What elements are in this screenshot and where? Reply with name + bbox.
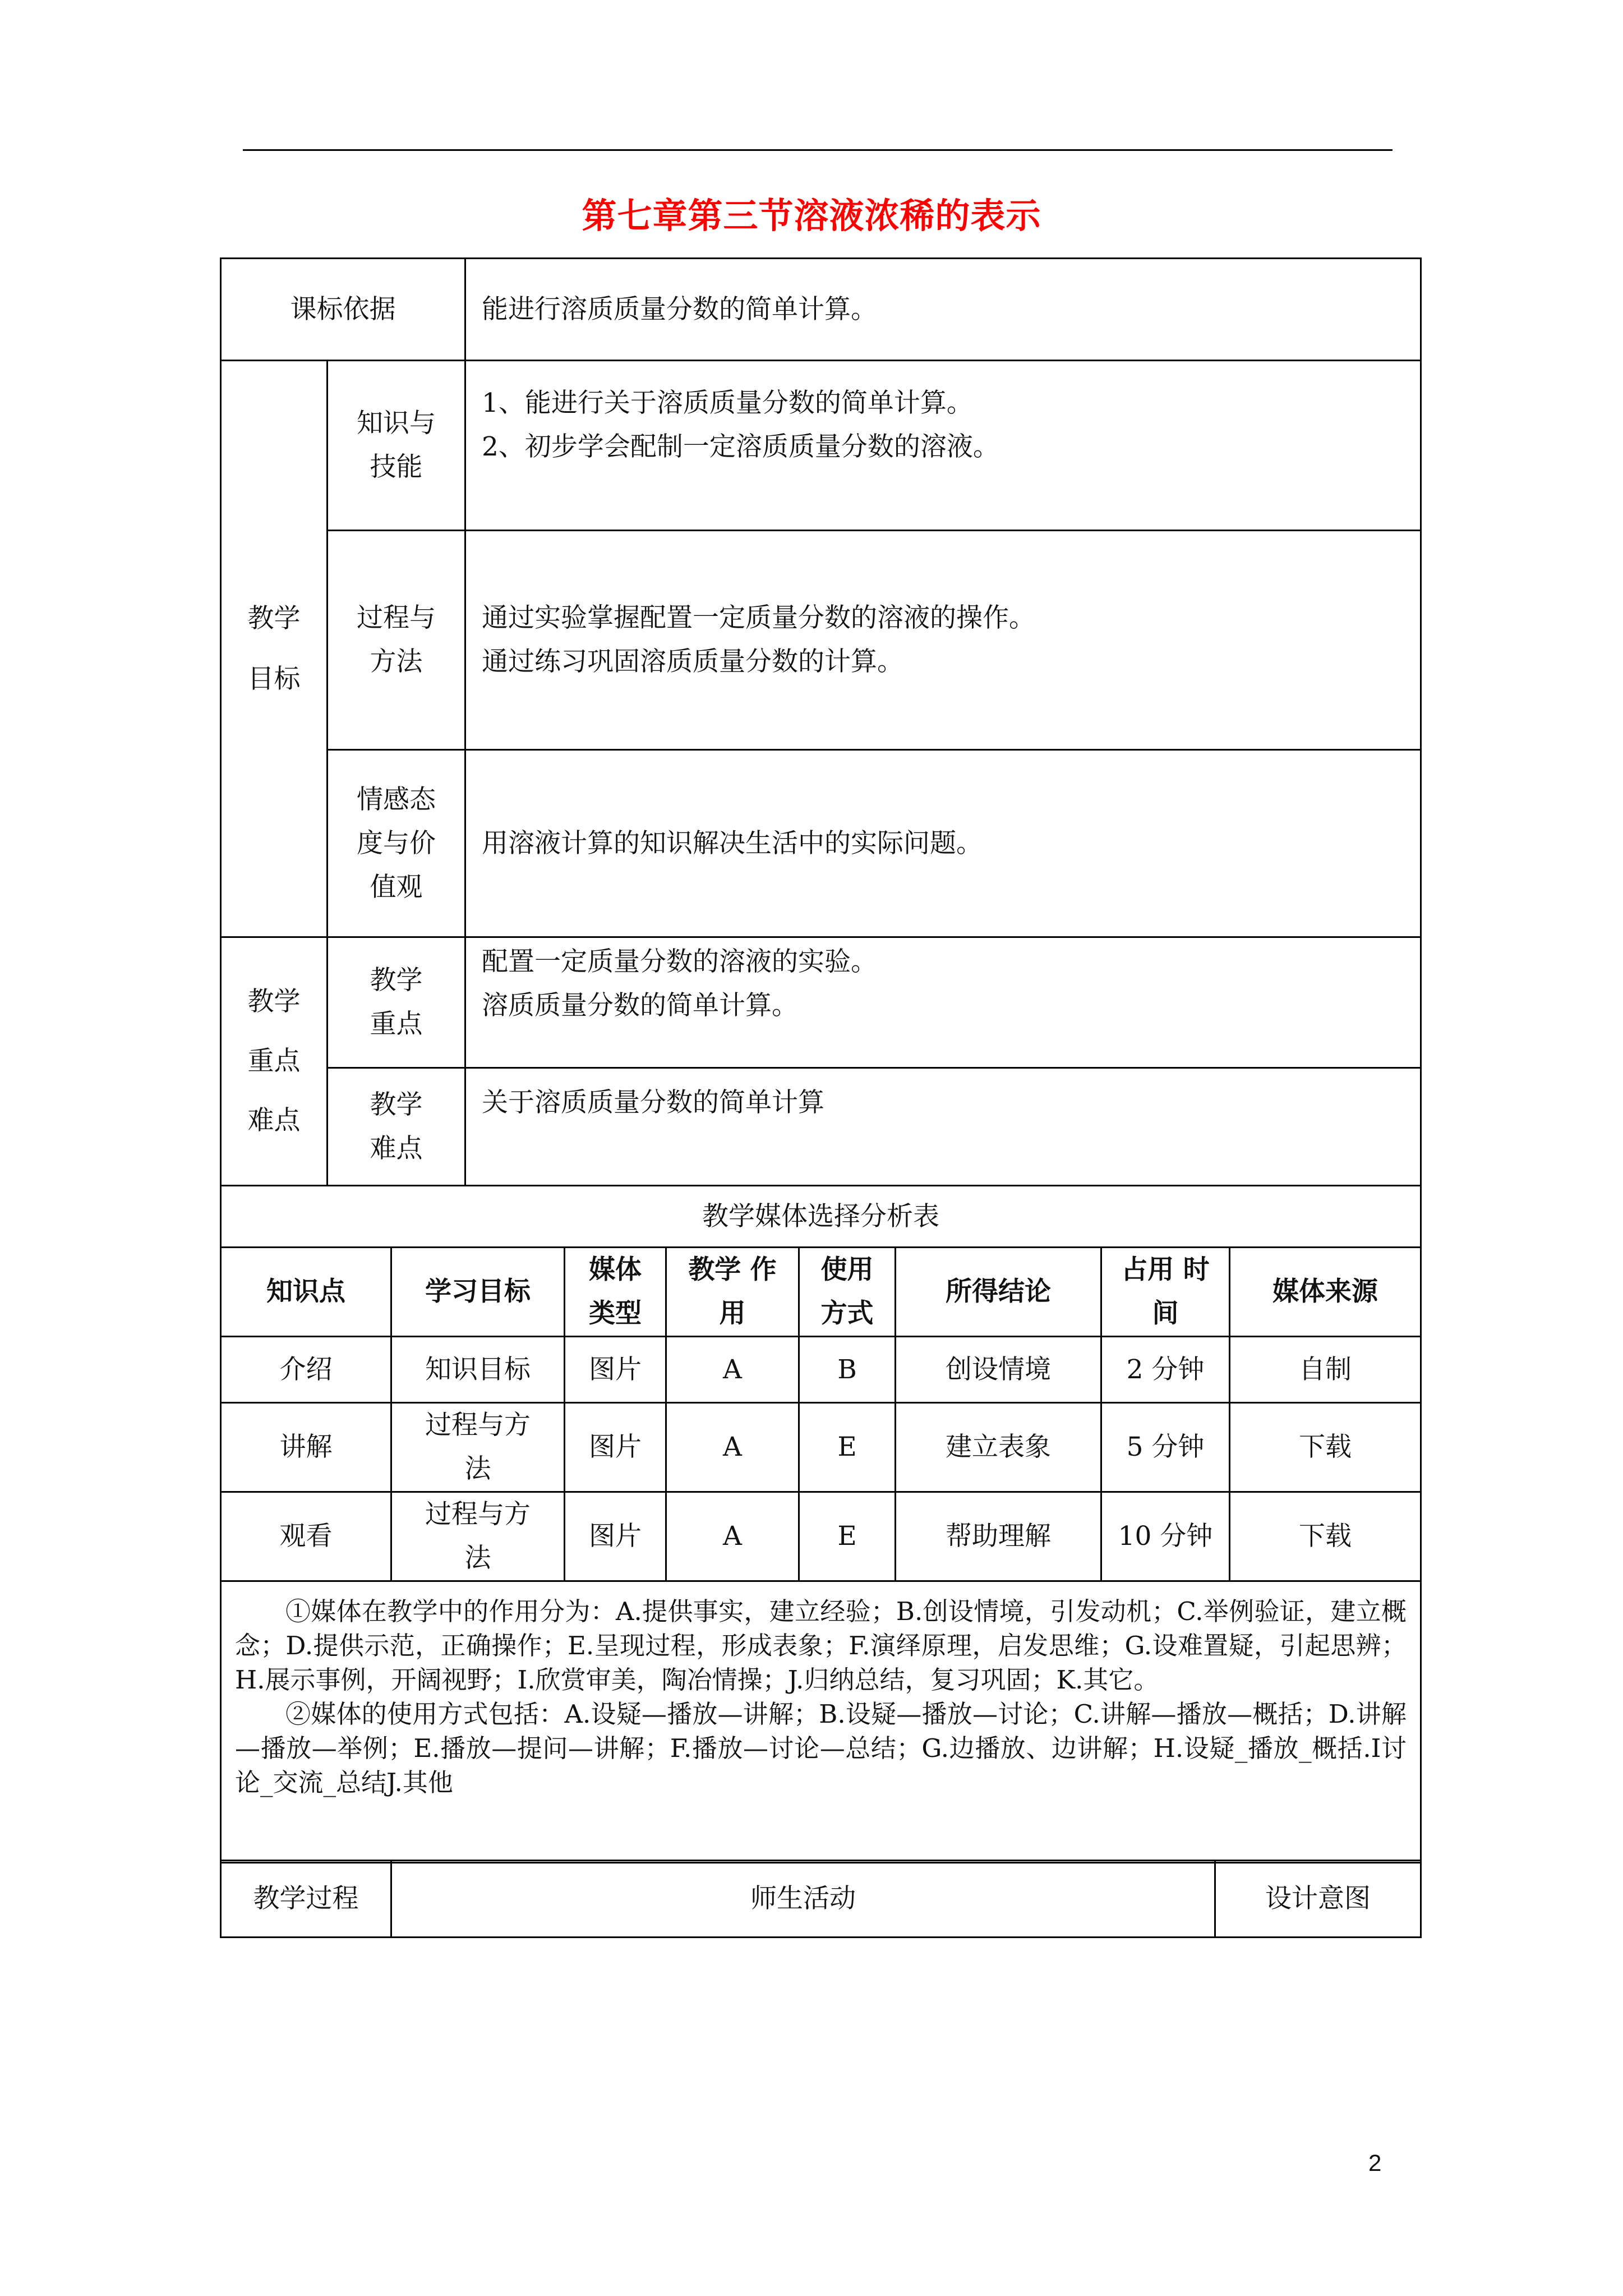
process-header-row [221, 1861, 1421, 1938]
objectives-label: 教学 目标 [221, 361, 328, 937]
header-usage-method: 使用 方式 [799, 1248, 896, 1337]
media-source: 下载 [1230, 1492, 1421, 1581]
media-type: 图片 [565, 1403, 666, 1492]
process-col-stage: 教学过程 [221, 1861, 391, 1938]
media-time: 2 分钟 [1101, 1337, 1230, 1403]
header-learning-goal: 学习目标 [391, 1248, 565, 1337]
media-conclusion: 帮助理解 [896, 1492, 1101, 1581]
header-teaching-role: 教学 作 用 [666, 1248, 799, 1337]
header-conclusion: 所得结论 [896, 1248, 1101, 1337]
process-col-intent: 设计意图 [1215, 1861, 1421, 1938]
media-type: 图片 [565, 1337, 666, 1403]
keypoints-label: 教学 重点 难点 [221, 937, 328, 1186]
media-method: E [799, 1492, 896, 1581]
keypoint-label-focus: 教学 重点 [328, 937, 465, 1068]
media-goal: 知识目标 [391, 1337, 565, 1403]
objective-label-emotion: 情感态 度与价 值观 [328, 750, 465, 937]
media-row [221, 1337, 1421, 1403]
objective-text-process: 通过实验掌握配置一定质量分数的溶液的操作。 通过练习巩固溶质质量分数的计算。 [465, 531, 1421, 750]
basis-row [221, 259, 1421, 361]
header-time: 占用 时 间 [1101, 1248, 1230, 1337]
objective-text-emotion: 用溶液计算的知识解决生活中的实际问题。 [465, 750, 1421, 937]
media-type: 图片 [565, 1492, 666, 1581]
media-row [221, 1403, 1421, 1492]
media-time: 10 分钟 [1101, 1492, 1230, 1581]
header-media-type: 媒体 类型 [565, 1248, 666, 1337]
keypoint-text-difficulty: 关于溶质质量分数的简单计算 [465, 1068, 1421, 1186]
process-table [220, 1860, 1422, 1938]
page-number: 2 [1368, 2150, 1382, 2176]
objectives-table [220, 257, 1422, 1186]
header-rule [243, 149, 1393, 151]
media-role: A [666, 1403, 799, 1492]
objective-label-process: 过程与 方法 [328, 531, 465, 750]
media-goal: 过程与方 法 [391, 1492, 565, 1581]
media-source: 下载 [1230, 1403, 1421, 1492]
media-method: B [799, 1337, 896, 1403]
objective-row-knowledge [221, 361, 1421, 531]
process-col-activity: 师生活动 [391, 1861, 1215, 1938]
media-point: 介绍 [221, 1337, 391, 1403]
media-conclusion: 建立表象 [896, 1403, 1101, 1492]
keypoint-row-focus [221, 937, 1421, 1068]
keypoint-text-focus: 配置一定质量分数的溶液的实验。 溶质质量分数的简单计算。 [465, 937, 1421, 1068]
media-time: 5 分钟 [1101, 1403, 1230, 1492]
objective-row-process [221, 531, 1421, 750]
media-header-row [221, 1248, 1421, 1337]
keypoint-row-difficulty [221, 1068, 1421, 1186]
basis-value: 能进行溶质质量分数的简单计算。 [465, 259, 1421, 361]
header-knowledge-point: 知识点 [221, 1248, 391, 1337]
header-source: 媒体来源 [1230, 1248, 1421, 1337]
media-notes [221, 1581, 1421, 1863]
keypoint-label-difficulty: 教学 难点 [328, 1068, 465, 1186]
objective-text-knowledge: 1、能进行关于溶质质量分数的简单计算。 2、初步学会配制一定溶质质量分数的溶液。 [465, 361, 1421, 531]
media-note-roles: ①媒体在教学中的作用分为：A.提供事实，建立经验；B.创设情境，引发动机；C.举例验证，建立概念；D.提供示范，正确操作；E.呈现过程，形成表象；F.演绎原理，启发思维；G.设难置疑，引起思辨；H.展示事例，开阔视野；I.欣赏审美，陶冶情操；J.归纳总结，复习巩固；K.其它。 [235, 1596, 1407, 1695]
media-point: 观看 [221, 1492, 391, 1581]
media-note-methods: ②媒体的使用方式包括：A.设疑—播放—讲解；B.设疑—播放—讨论；C.讲解—播放—概括；D.讲解—播放—举例；E.播放—提问—讲解；F.播放—讨论—总结；G.边播放、边讲解；H.设疑_播放_概括.I讨论_交流_总结J.其他 [235, 1699, 1407, 1797]
media-role: A [666, 1492, 799, 1581]
objective-label-knowledge: 知识与 技能 [328, 361, 465, 531]
media-notes-row [221, 1581, 1421, 1863]
media-method: E [799, 1403, 896, 1492]
media-caption-row [221, 1186, 1421, 1248]
media-row [221, 1492, 1421, 1581]
objective-row-emotion [221, 750, 1421, 937]
document-title: 第七章第三节溶液浓稀的表示 [582, 195, 1041, 236]
media-goal: 过程与方 法 [391, 1403, 565, 1492]
media-source: 自制 [1230, 1337, 1421, 1403]
media-conclusion: 创设情境 [896, 1337, 1101, 1403]
basis-label: 课标依据 [221, 259, 465, 361]
media-role: A [666, 1337, 799, 1403]
media-table [220, 1185, 1422, 1864]
media-point: 讲解 [221, 1403, 391, 1492]
media-table-caption: 教学媒体选择分析表 [221, 1186, 1421, 1248]
